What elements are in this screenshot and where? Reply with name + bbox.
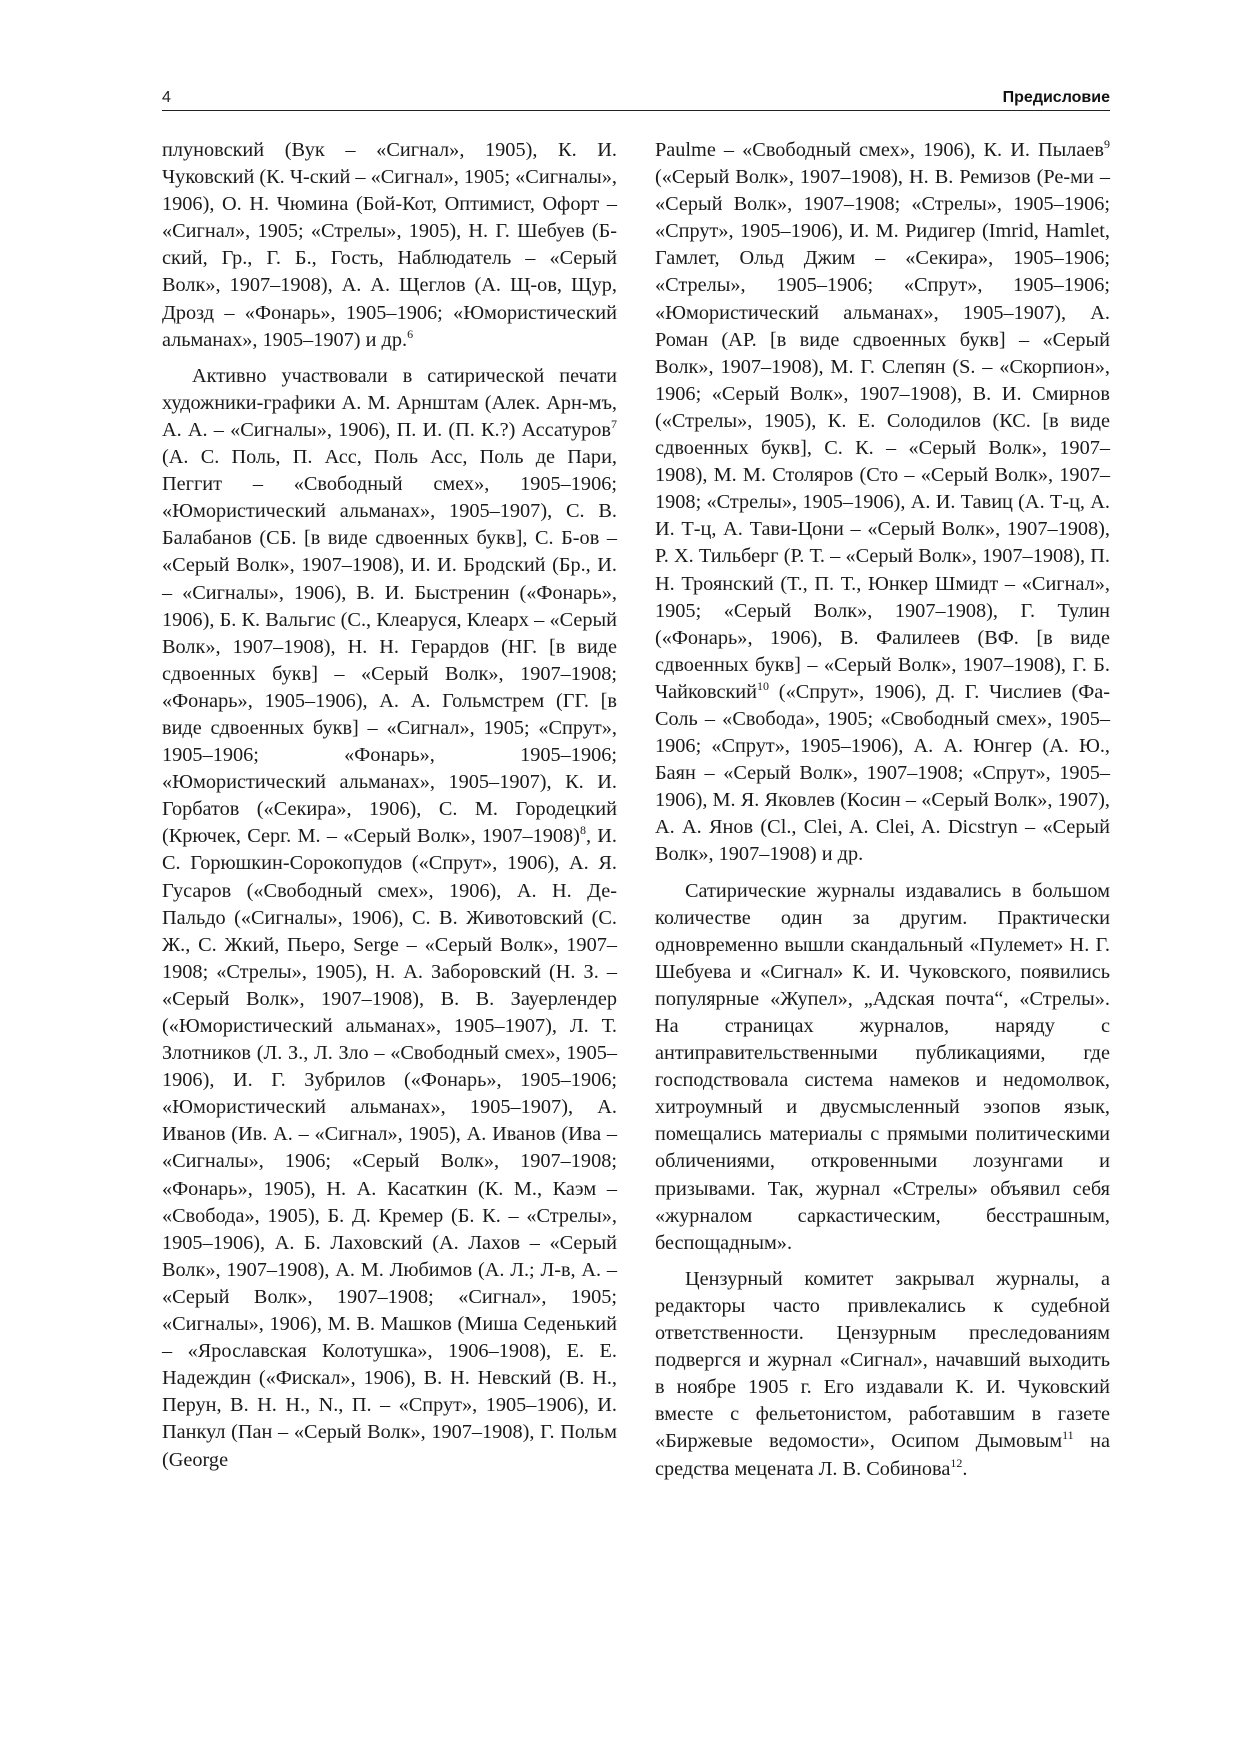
paragraph-text: плуновский (Вук – «Сигнал», 1905), К. И. Чуковский (К. Ч-ский – «Сигнал», 1905; «Сигналы», 1906), О. Н. Чюмина (Бой-Кот, Оптимист, Офорт – «Сигнал», 1905; «Стрелы», 1905), Н. Г. Шебуев (Б-ский, Гр., Г. Б., Гость, Наблюдатель – «Серый Волк», 1907–1908), А. А. Щеглов (А. Щ-ов, Щур, Дрозд – «Фонарь», 1905–1906; «Юмористический альманах», 1905–1907) и др. bbox=[162, 139, 617, 351]
right-column bbox=[655, 137, 1110, 1492]
paragraph-text: Цензурный комитет закрывал журналы, а редакторы часто привлекались к судебной ответственности. Цензурным преследованиям подвергся и журнал «Сигнал», начавший выходить в ноябре 1905 г. Его издавали К. И. Чуковский вместе с фельетонистом, работавшим в газете «Биржевые ведомости», Осипом Дымовым bbox=[655, 1267, 1110, 1453]
paragraph-text: («Серый Волк», 1907–1908), Н. В. Ремизов (Ре-ми – «Серый Волк», 1907–1908; «Стрелы», 1905–1906; «Спрут», 1905–1906), И. М. Ридигер (Imrid, Hamlet, Гамлет, Ольд Джим – «Секира», 1905–1906; «Стрелы», 1905–1906; «Спрут», 1905–1906; «Юмористический альманах», 1905–1907), А. Роман (АР. [в виде сдвоенных букв] – «Серый Волк», 1907–1908), М. Г. Слепян (S. – «Скорпион», 1906; «Серый Волк», 1907–1908), В. И. Смирнов («Стрелы», 1905), К. Е. Солодилов (КС. [в виде сдвоенных букв], С. К. – «Серый Волк», 1907–1908), М. М. Столяров (Сто – «Серый Волк», 1907–1908; «Стрелы», 1905–1906), А. И. Тавиц (А. Т-ц, А. И. Т-ц, А. Тави-Цони – «Серый Волк», 1907–1908), Р. Х. Тильберг (Р. Т. – «Серый Волк», 1907–1908), П. Н. Троянский (Т., П. Т., Юнкер Шмидт – «Сигнал», 1905; «Серый Волк», 1907–1908), Г. Тулин («Фонарь», 1906), В. Фалилеев (ВФ. [в виде сдвоенных букв] – «Серый Волк», 1907–1908), Г. Б. Чайковский bbox=[655, 166, 1110, 703]
paragraph bbox=[655, 878, 1110, 1257]
paragraph bbox=[162, 363, 617, 1474]
paragraph-text: . bbox=[962, 1457, 968, 1480]
paragraph bbox=[162, 137, 617, 354]
paragraph-text: Сатирические журналы издавались в большом количестве один за другим. Практически одновременно вышли скандальный «Пулемет» Н. Г. Шебуева и «Сигнал» К. И. Чуковского, появились популярные «Жупел», „Адская почта“, «Стрелы». На страницах журналов, наряду с антиправительственными публикациями, где господствовала система намеков и недомолвок, хитроумный и двусмысленный эзопов язык, помещались материалы с прямыми политическими обличениями, откровенными лозунгами и призывами. Так, журнал «Стрелы» объявил себя «журналом саркастическим, бесстрашным, беспощадным». bbox=[655, 879, 1110, 1254]
footnote-ref[interactable]: 8 bbox=[579, 823, 586, 838]
footnote-ref[interactable]: 12 bbox=[950, 1455, 963, 1470]
footnote-ref[interactable]: 9 bbox=[1104, 137, 1110, 151]
running-head bbox=[162, 88, 1110, 111]
left-column bbox=[162, 137, 617, 1483]
paragraph-text: на средства мецената Л. В. Собинова bbox=[655, 1430, 1110, 1480]
paragraph-text: Paulme – «Свободный смех», 1906), К. И. Пылаев bbox=[655, 139, 1104, 161]
paragraph bbox=[655, 1266, 1110, 1483]
page-number: 4 bbox=[162, 89, 171, 106]
footnote-ref[interactable]: 10 bbox=[757, 678, 770, 693]
paragraph-text: (А. С. Поль, П. Асс, Поль Асс, Поль де Пари, Пеггит – «Свободный смех», 1905–1906; «Юмористический альманах», 1905–1907), С. В. Балабанов (СБ. [в виде сдвоенных букв], С. Б-ов – «Серый Волк», 1907–1908), И. И. Бродский (Бр., И. – «Сигналы», 1906), В. И. Быстренин («Фонарь», 1906), Б. К. Вальгис (С., Клеаруся, Клеарх – «Серый Волк», 1907–1908), Н. Н. Герардов (НГ. [в виде сдвоенных букв] – «Серый Волк», 1907–1908; «Фонарь», 1905–1906), А. А. Гольмстрем (ГГ. [в виде сдвоенных букв] – «Сигнал», 1905; «Спрут», 1905–1906; «Фонарь», 1905–1906; «Юмористический альманах», 1905–1907), К. И. Горбатов («Секира», 1906), С. М. Городецкий (Крючек, Серг. М. – «Серый Волк», 1907–1908) bbox=[162, 446, 617, 848]
paragraph-text: («Спрут», 1906), Д. Г. Числиев (Фа-Соль – «Свобода», 1905; «Свободный смех», 1905–1906; «Спрут», 1905–1906), А. А. Юнгер (А. Ю., Баян – «Серый Волк», 1907–1908; «Спрут», 1905–1906), М. Я. Яковлев (Косин – «Серый Волк», 1907), А. А. Янов (Cl., Clei, A. Clei, A. Dicstryn – «Серый Волк», 1907–1908) и др. bbox=[655, 680, 1110, 866]
paragraph-text: Активно участвовали в сатирической печати художники-графики А. М. Арнштам (Алек. Арн-мъ, А. А. – «Сигналы», 1906), П. И. (П. К.?) Ассатуров bbox=[162, 364, 617, 441]
section-title: Предисловие bbox=[1002, 89, 1110, 106]
paragraph bbox=[655, 137, 1110, 869]
paragraph-text: , И. С. Горюшкин-Сорокопудов («Спрут», 1906), А. Я. Гусаров («Свободный смех», 1906), А. Н. Де-Пальдо («Сигналы», 1906), С. В. Животовский (С. Ж., С. Жкий, Пьеро, Serge – «Серый Волк», 1907–1908; «Стрелы», 1905), Н. А. Заборовский (Н. З. – «Серый Волк», 1907–1908), В. В. Зауерлендер («Юмористический альманах», 1905–1907), Л. Т. Злотников (Л. З., Л. Зло – «Свободный смех», 1905–1906), И. Г. Зубрилов («Фонарь», 1905–1906; «Юмористический альманах», 1905–1907), А. Иванов (Ив. А. – «Сигнал», 1905), А. Иванов (Ива – «Сигналы», 1906; «Серый Волк», 1907–1908; «Фонарь», 1905), Н. А. Касаткин (К. М., Каэм – «Свобода», 1905), Б. Д. Кремер (Б. К. – «Стрелы», 1905–1906), А. Б. Лаховский (А. Лахов – «Серый Волк», 1907–1908), А. М. Любимов (А. Л.; Л-в, А. – «Серый Волк», 1907–1908; «Сигнал», 1905; «Сигналы», 1906), М. В. Машков (Миша Седенький – «Ярославская Колотушка», 1906–1908), Е. Е. Надеждин («Фискал», 1906), В. Н. Невский (В. Н., Перун, В. Н. Н., N., П. – «Спрут», 1905–1906), И. Панкул (Пан – «Серый Волк», 1907–1908), Г. Польм (George bbox=[162, 825, 617, 1471]
footnote-ref[interactable]: 6 bbox=[407, 326, 414, 341]
footnote-ref[interactable]: 7 bbox=[611, 416, 617, 431]
footnote-ref[interactable]: 11 bbox=[1062, 1428, 1074, 1443]
